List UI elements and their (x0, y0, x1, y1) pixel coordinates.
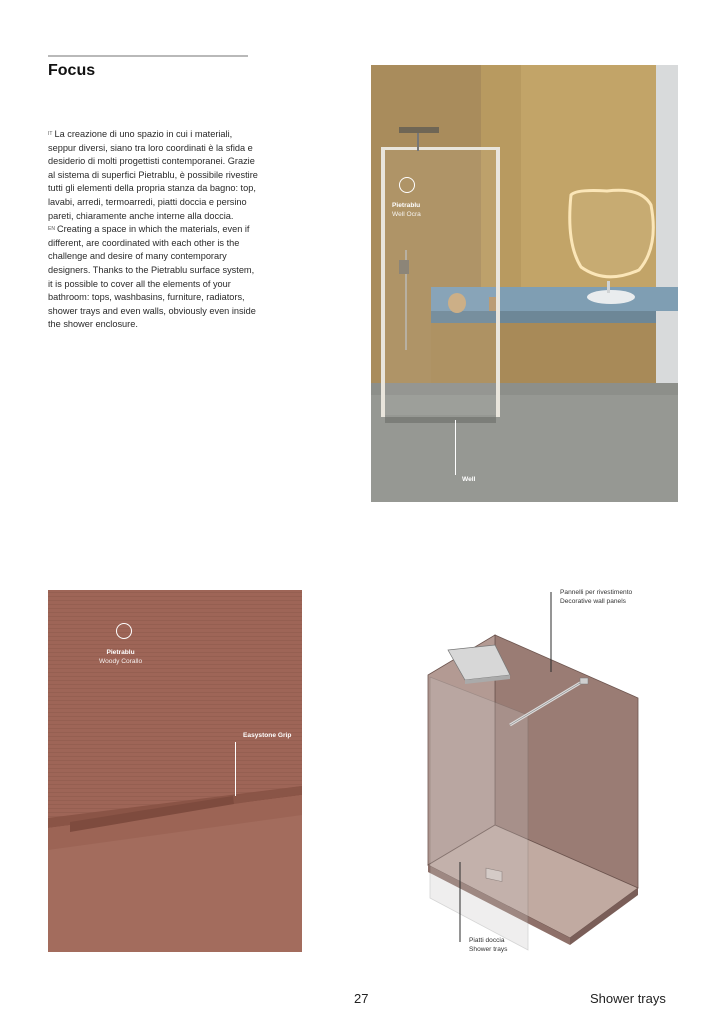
product-label-well: Well (462, 476, 476, 483)
texture-photo (48, 590, 302, 952)
material-brand: Pietrablu (106, 649, 135, 656)
bathroom-photo (371, 65, 678, 502)
bathroom-illustration (371, 65, 678, 502)
material-tag-woody-corallo (99, 648, 142, 666)
shower-enclosure-diagram (410, 580, 670, 960)
product-pointer-line (455, 420, 456, 475)
italian-text: La creazione di uno spazio in cui i materiali, seppur diversi, siano tra loro coordinati è la sfida e desiderio di molti progettisti contemporanei. Grazie al sistema di superfici Pietrablu, è possibile rivestire tutti gli elementi della propria stanza da bagno: top, lavabi, arredi, termoarredi, piatti doccia e persino pareti, chiaramente anche interne alla doccia. (48, 129, 258, 221)
label-decorative-wall-panels: Pannelli per rivestimento Decorative wall panels (560, 589, 633, 605)
material-brand: Pietrablu (392, 202, 421, 209)
body-text (48, 128, 258, 332)
english-text: Creating a space in which the materials, even if different, are coordinated with each other is the challenge and desire of many contemporary designers. Thanks to the Pietrablu surface system, it is possible to cover all the elements of your bathroom: tops, washbasins, furniture, radiators, shower trays and even walls, obviously even inside the shower enclosure. (48, 224, 256, 330)
section-title: Shower trays (590, 991, 666, 1006)
title-rule (48, 55, 248, 57)
italian-paragraph (48, 128, 258, 223)
material-tag-well-ocra (392, 201, 421, 219)
product-label-easystone-grip: Easystone Grip (243, 732, 292, 739)
lang-marker-it: IT (48, 131, 53, 137)
label-shower-trays: Piatti doccia Shower trays (469, 937, 508, 953)
lang-marker-en: EN (48, 226, 55, 233)
material-name: Well Ocra (392, 211, 421, 218)
product-pointer-line (235, 742, 236, 796)
english-paragraph (48, 223, 258, 332)
page-title: Focus (48, 62, 96, 79)
material-name: Woody Corallo (99, 658, 143, 665)
textured-wall-illustration (48, 590, 302, 952)
material-marker-ring (399, 177, 415, 193)
material-marker-ring (116, 623, 132, 639)
page-number: 27 (354, 991, 369, 1006)
isometric-enclosure-drawing (410, 580, 670, 960)
